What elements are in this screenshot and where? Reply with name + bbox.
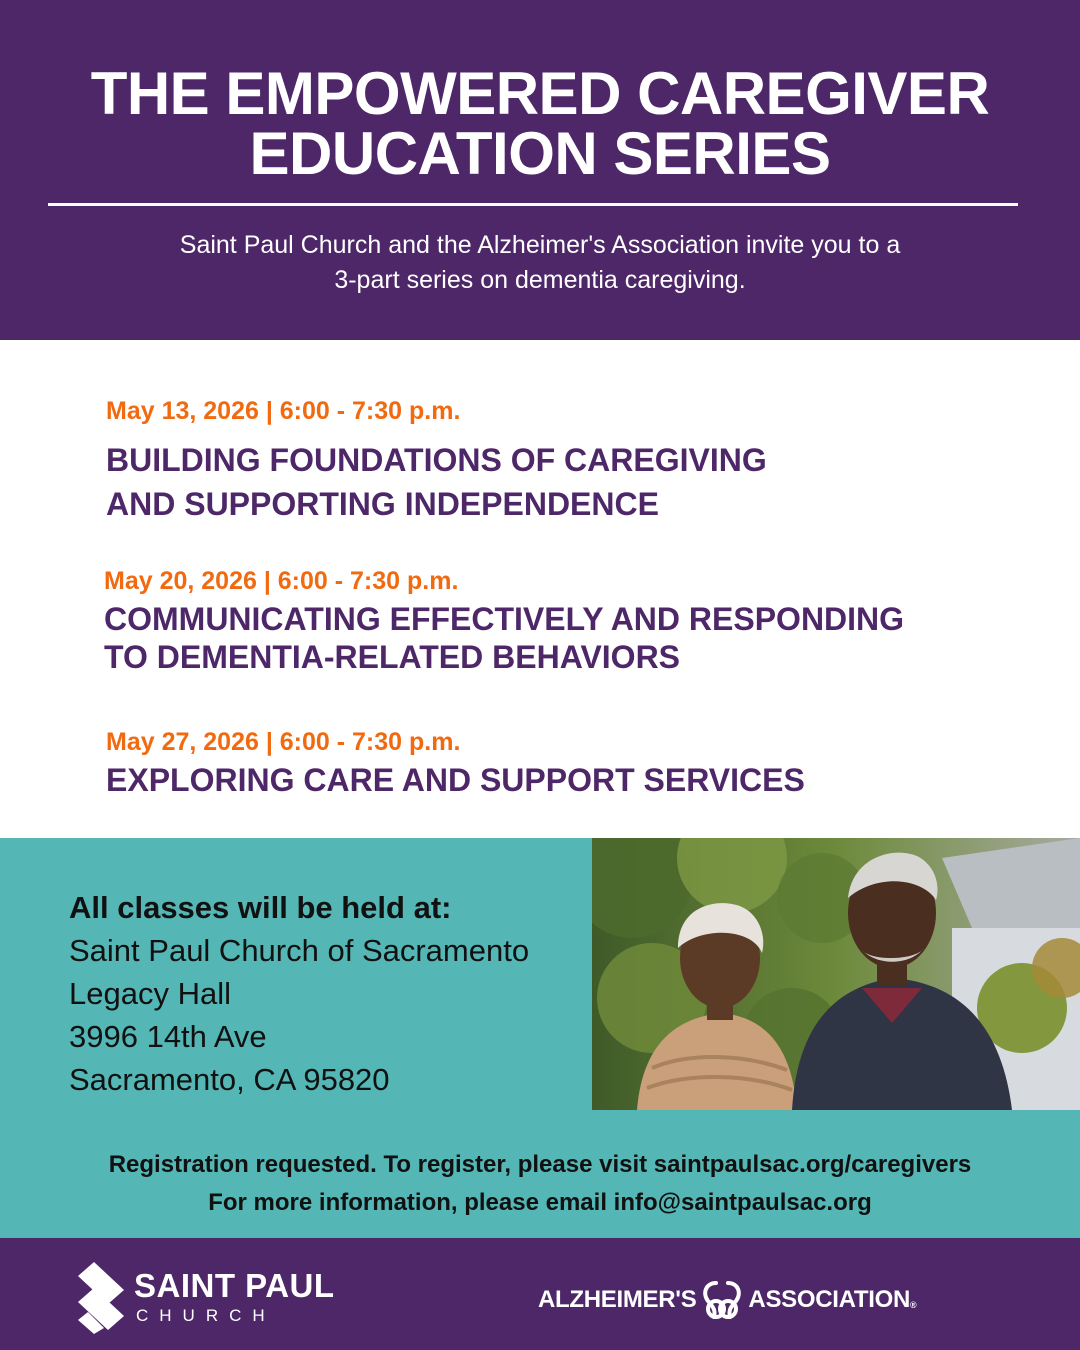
alz-registered-mark: ® <box>910 1300 917 1310</box>
registration-line-1: Registration requested. To register, please visit saintpaulsac.org/caregivers <box>108 1151 972 1178</box>
registration-line-2: For more information, please email info@saintpaulsac.org <box>208 1189 872 1216</box>
session-1 <box>106 396 767 526</box>
location-heading: All classes will be held at: <box>69 890 452 925</box>
caregivers-photo <box>592 838 1080 1110</box>
alz-word-2: ASSOCIATION <box>748 1285 911 1313</box>
session-1-title-line-1: BUILDING FOUNDATIONS OF CAREGIVING <box>106 442 767 478</box>
intro-line-2: 3-part series on dementia caregiving. <box>334 266 746 294</box>
page-title <box>0 60 1080 187</box>
session-1-title-line-2: AND SUPPORTING INDEPENDENCE <box>106 486 659 522</box>
intro-text <box>0 228 1080 298</box>
header-divider <box>48 203 1018 206</box>
saint-paul-sub: CHURCH <box>136 1306 276 1325</box>
location-city: Sacramento, CA 95820 <box>69 1062 390 1097</box>
session-2 <box>104 566 904 676</box>
session-3 <box>106 727 805 799</box>
title-line-2: EDUCATION SERIES <box>249 120 831 187</box>
session-2-title-line-2: TO DEMENTIA-RELATED BEHAVIORS <box>104 639 681 675</box>
session-3-title-line-1: EXPLORING CARE AND SUPPORT SERVICES <box>106 762 805 798</box>
alz-word-1: ALZHEIMER'S <box>538 1285 697 1313</box>
location-block <box>69 886 529 1101</box>
session-3-title <box>106 761 805 799</box>
session-2-title <box>104 600 904 676</box>
alzheimers-association-symbol-icon <box>698 1279 746 1321</box>
saint-paul-church-logo <box>78 1262 368 1334</box>
session-2-title-line-1: COMMUNICATING EFFECTIVELY AND RESPONDING <box>104 601 905 637</box>
session-2-date: May 20, 2026 | 6:00 - 7:30 p.m. <box>104 567 459 595</box>
session-1-title <box>106 438 767 526</box>
alzheimers-association-logo <box>538 1278 938 1320</box>
caregivers-photo-illustration <box>592 838 1080 1110</box>
location-venue: Saint Paul Church of Sacramento <box>69 933 530 968</box>
session-3-date: May 27, 2026 | 6:00 - 7:30 p.m. <box>106 728 461 756</box>
saint-paul-name: SAINT PAUL <box>134 1267 335 1304</box>
intro-line-1: Saint Paul Church and the Alzheimer's Association invite you to a <box>179 231 901 259</box>
header-banner <box>0 0 1080 340</box>
location-street: 3996 14th Ave <box>69 1019 267 1054</box>
title-line-1: THE EMPOWERED CAREGIVER <box>90 60 990 127</box>
saint-paul-chevron-icon <box>78 1262 124 1334</box>
location-room: Legacy Hall <box>69 976 231 1011</box>
registration-info <box>0 1146 1080 1222</box>
session-1-date: May 13, 2026 | 6:00 - 7:30 p.m. <box>106 397 461 425</box>
